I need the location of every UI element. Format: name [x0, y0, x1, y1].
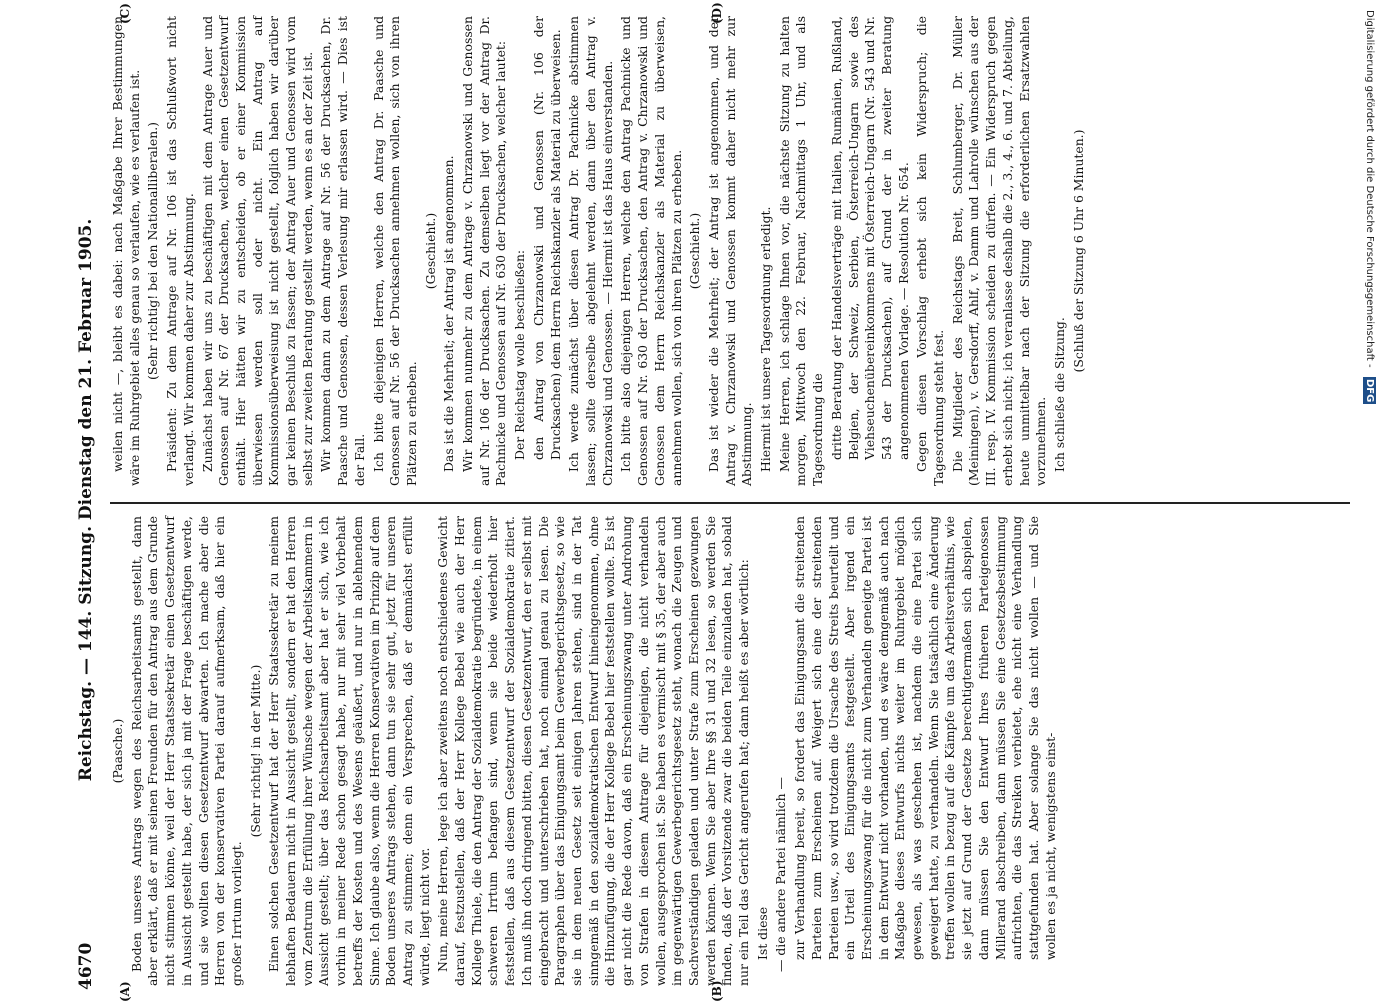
paragraph: Ich werde zunächst über diesen Antrag Dr. Pachnicke abstimmen lassen; sollte derselbe abgelehnt werden, dann über den Antrag v. Chrzanowski und Genossen. — Hiermit ist das Haus einverstanden. — [566, 16, 616, 486]
interjection: (Geschieht.) — [687, 16, 704, 486]
quote: Der Reichstag wolle beschließen: — [512, 16, 529, 486]
paragraph: — die andere Partei nämlich — — [773, 516, 790, 986]
interjection: (Sehr richtig! in der Mitte.) — [248, 516, 265, 986]
quote: zur Verhandlung bereit, so fordert das Einigungsamt die streitenden Parteien zum Erscheinen auf. Weigert sich eine der streitenden Parteien usw., so wird trotzdem die Ursache des Streits beurteilt und ein Urteil des Einigungsamts festgestellt. Aber irgend ein Erscheinungszwang für die nicht zum Verhandeln geneigte Partei ist in dem Entwurf nicht vorhanden, und es wäre demgemäß auch nach Maßgabe dieses Entwurfs nichts weiter im Ruhrgebiet möglich gewesen, als was geschehen ist, nachdem die eine Partei sich geweigert hatte, zu verhandeln. Wenn Sie tatsächlich eine Änderung treffen wollen in bezug auf die Kämpfe um das Arbeitsverhältnis, wie sie jetzt auf Grund der Gesetze berechtigtermaßen sich abspielen, dann müssen Sie den Entwurf Ihres früheren Parteigenossen Millerand abschreiben, dann müssen Sie eine Gesetzesbestimmung aufrichten, die das Streiken verbietet, ehe nicht eine Verhandlung stattgefunden hat. Aber solange Sie das nicht wollen — und Sie wollen es ja nicht, wenigstens einst- — [792, 516, 1059, 986]
paragraph: Einen solchen Gesetzentwurf hat der Herr Staatssekretär zu meinem lebhaften Bedauern nicht in Aussicht gestellt, sondern er hat den Herren vom Zentrum die Erfüllung ihrer Wünsche wegen der Arbeitskammern in Aussicht gestellt; über das Reichsarbeitsamt aber hat er sich, wie ich vorhin in meiner Rede schon gesagt habe, nur mit sehr viel Vorbehalt betreffs der Kosten und des Wesens geäußert, und nur in ablehnendem Sinne. Ich glaube also, wenn die Herren Konservativen im Prinzip auf dem Boden unseres Antrags stehen, dann tun sie sehr gut, jetzt für unseren Antrag zu stimmen; denn ein Versprechen, daß er demnächst erfüllt würde, liegt nicht vor. — [266, 516, 433, 986]
page-number: 4670 — [76, 943, 96, 990]
paragraph: Wir kommen dann zu dem Antrage auf Nr. 56 der Drucksachen, Dr. Paasche und Genossen, dessen Verlesung mir erlassen wird. — Dies ist der Fall. — [318, 16, 368, 486]
quote: dritte Beratung der Handelsverträge mit Italien, Rumänien, Rußland, Belgien, der Schweiz, Serbien, Österreich-Ungarn sowie des Viehseuchenübereinkommens mit Österreich-Ungarn (Nr. 543 und Nr. 543 der Drucksachen), auf Grund der in zweiter Beratung angenommenen Vorlage. — Resolution Nr. 654. — [829, 16, 913, 486]
paragraph: Die Mitglieder des Reichstags Breit, Schlumberger, Dr. Müller (Meiningen), v. Gersdorff, Ahlf, v. Damm und Lahrolle wünschen aus der III. resp. IV. Kommission scheiden zu dürfen. — Ein Widerspruch gegen erhebt sich nicht; ich veranlasse deshalb die 2., 3., 4., 6. und 7. Abteilung, heute unmittelbar nach der Sitzung die erforderlichen Ersatzwahlen vorzunehmen. — [950, 16, 1050, 486]
paragraph: Wir kommen nunmehr zu dem Antrage v. Chrzanowski und Genossen auf Nr. 106 der Drucksachen. Zu demselben liegt vor der Antrag Dr. Pachnicke und Genossen auf Nr. 630 der Drucksachen, welcher lautet: — [460, 16, 510, 486]
margin-mark-d: (D) — [710, 2, 724, 24]
paragraph: Das ist die Mehrheit; der Antrag ist angenommen. — [441, 16, 458, 486]
quote: den Antrag von Chrzanowski und Genossen (Nr. 106 der Drucksachen) dem Herrn Reichskanzler als Material zu überweisen. — [531, 16, 564, 486]
column-divider — [110, 502, 1350, 504]
page-title: Reichstag. — 144. Sitzung. Dienstag den 21. Februar 1905. — [76, 10, 96, 990]
margin-mark-b: (B) — [710, 981, 724, 1002]
paragraph: Ich schließe die Sitzung. — [1052, 16, 1069, 486]
quote: Ist diese — [755, 516, 772, 986]
paragraph: Meine Herren, ich schlage Ihnen vor, die nächste Sitzung zu halten morgen, Mittwoch den 22. Februar, Nachmittags 1 Uhr, und als Tagesordnung die — [777, 16, 827, 486]
dfg-logo: DFG — [1363, 377, 1376, 404]
interjection: (Geschieht.) — [423, 16, 440, 486]
interjection: (Sehr richtig! bei den Nationalliberalen.) — [145, 16, 162, 486]
paragraph: Gegen diesen Vorschlag erhebt sich kein Widerspruch; die Tagesordnung steht fest. — [914, 16, 947, 486]
paragraph: weilen nicht —, bleibt es dabei: nach Maßgabe Ihrer Bestimmungen wäre im Ruhrgebiet alles genau so verlaufen, wie es verlaufen ist. — [110, 16, 143, 486]
closing-note: (Schluß der Sitzung 6 Uhr 6 Minuten.) — [1071, 16, 1088, 486]
paragraph: Hiermit ist unsere Tagesordnung erledigt. — [758, 16, 775, 486]
speaker-note: (Paasche.) — [110, 516, 127, 986]
paragraph: Boden unseres Antrags wegen des Reichsarbeitsamts gestellt, dann aber erklärt, daß er mit seinen Freunden für den Antrag aus dem Grunde nicht stimmen könne, weil der Herr Staatssekretär einen Gesetzentwurf in Aussicht gestellt habe, der sich ja mit der Frage beschäftigen werde, und sie wollten diesen Gesetzentwurf abwarten. Ich mache aber die Herren von der konservativen Partei darauf aufmerksam, daß hier ein großer Irrtum vorliegt. — [129, 516, 246, 986]
margin-mark-c: (C) — [118, 3, 132, 24]
paragraph: Das ist wieder die Mehrheit; der Antrag ist angenommen, und der Antrag v. Chrzanowski und Genossen kommt daher nicht mehr zur Abstimmung. — [706, 16, 756, 486]
paragraph: Ich bitte diejenigen Herren, welche den Antrag Dr. Paasche und Genossen auf Nr. 56 der Drucksachen annehmen wollen, sich von ihren Plätzen zu erheben. — [371, 16, 421, 486]
left-column — [110, 516, 1061, 986]
digitization-credit — [1360, 10, 1376, 995]
document-page — [70, 0, 1370, 1000]
right-column — [110, 16, 1089, 486]
paragraph: Zunächst haben wir uns zu beschäftigen mit dem Antrage Auer und Genossen auf Nr. 67 der Drucksachen, welcher einen Gesetzentwurf enthält. Hier hätten wir zu entscheiden, ob er einer Kommission überwiesen werden soll oder nicht. Ein Antrag auf Kommissionsüberweisung ist nicht gestellt, folglich haben wir darüber gar keinen Beschluß zu fassen; der Antrag Auer und Genossen wird vom selbst zur zweiten Beratung gestellt werden, wenn es an der Zeit ist. — [200, 16, 317, 486]
paragraph: Präsident: Zu dem Antrage auf Nr. 106 ist das Schlußwort nicht verlangt. Wir kommen daher zur Abstimmung. — [164, 16, 197, 486]
page-header — [76, 10, 104, 990]
credit-text: Digitalisierung gefördert durch die Deutsche Forschungsgemeinschaft - — [1364, 10, 1375, 368]
margin-mark-a: (A) — [118, 981, 132, 1002]
paragraph: Ich bitte also diejenigen Herren, welche den Antrag Pachnicke und Genossen auf Nr. 630 der Drucksachen, den Antrag v. Chrzanowski und Genossen dem Herrn Reichskanzler als Material zu überweisen, annehmen wollen, sich von ihren Plätzen zu erheben. — [618, 16, 685, 486]
paragraph: Nun, meine Herren, lege ich aber zweitens noch entschiedenes Gewicht darauf, festzustellen, daß der Herr Kollege Bebel wie auch der Herr Kollege Thiele, die den Antrag der Sozialdemokratie begründete, in einem schweren Irrtum befangen sind, wenn sie beide wiederholt hier feststellen, daß aus diesem Gesetzentwurf der Sozialdemokratie zitiert. Ich muß ihn doch dringend bitten, diesen Gesetzentwurf, den er selbst mit eingebracht und unterschrieben hat, noch einmal genau zu lesen. Die Paragraphen über das Einigungsamt beim Gewerbegerichtsgesetz, so wie sie in dem neuen Gesetz seit einigen Jahren stehen, sind in der Tat sinngemäß in den sozialdemokratischen Entwurf hineingenommen, ohne die Hinzufügung, die der Herr Kollege Bebel hier feststellen wollte. Es ist gar nicht die Rede davon, daß ein Erscheinungszwang unter Androhung von Strafen in diesem Antrage für diejenigen, die nicht verhandeln wollen, ausgesprochen ist. Sie haben es vermischt mit § 35, der aber auch im gegenwärtigen Gewerbegerichtsgesetz steht, wonach die Zeugen und Sachverständigen geladen und unter Strafe zum Erscheinen gezwungen werden können. Wenn Sie aber Ihre §§ 31 und 32 lesen, so werden Sie finden, daß der Vorsitzende zwar die beiden Teile einzuladen hat, sobald nur ein Teil das Gericht angerufen hat; dann heißt es aber wörtlich: — [435, 516, 752, 986]
